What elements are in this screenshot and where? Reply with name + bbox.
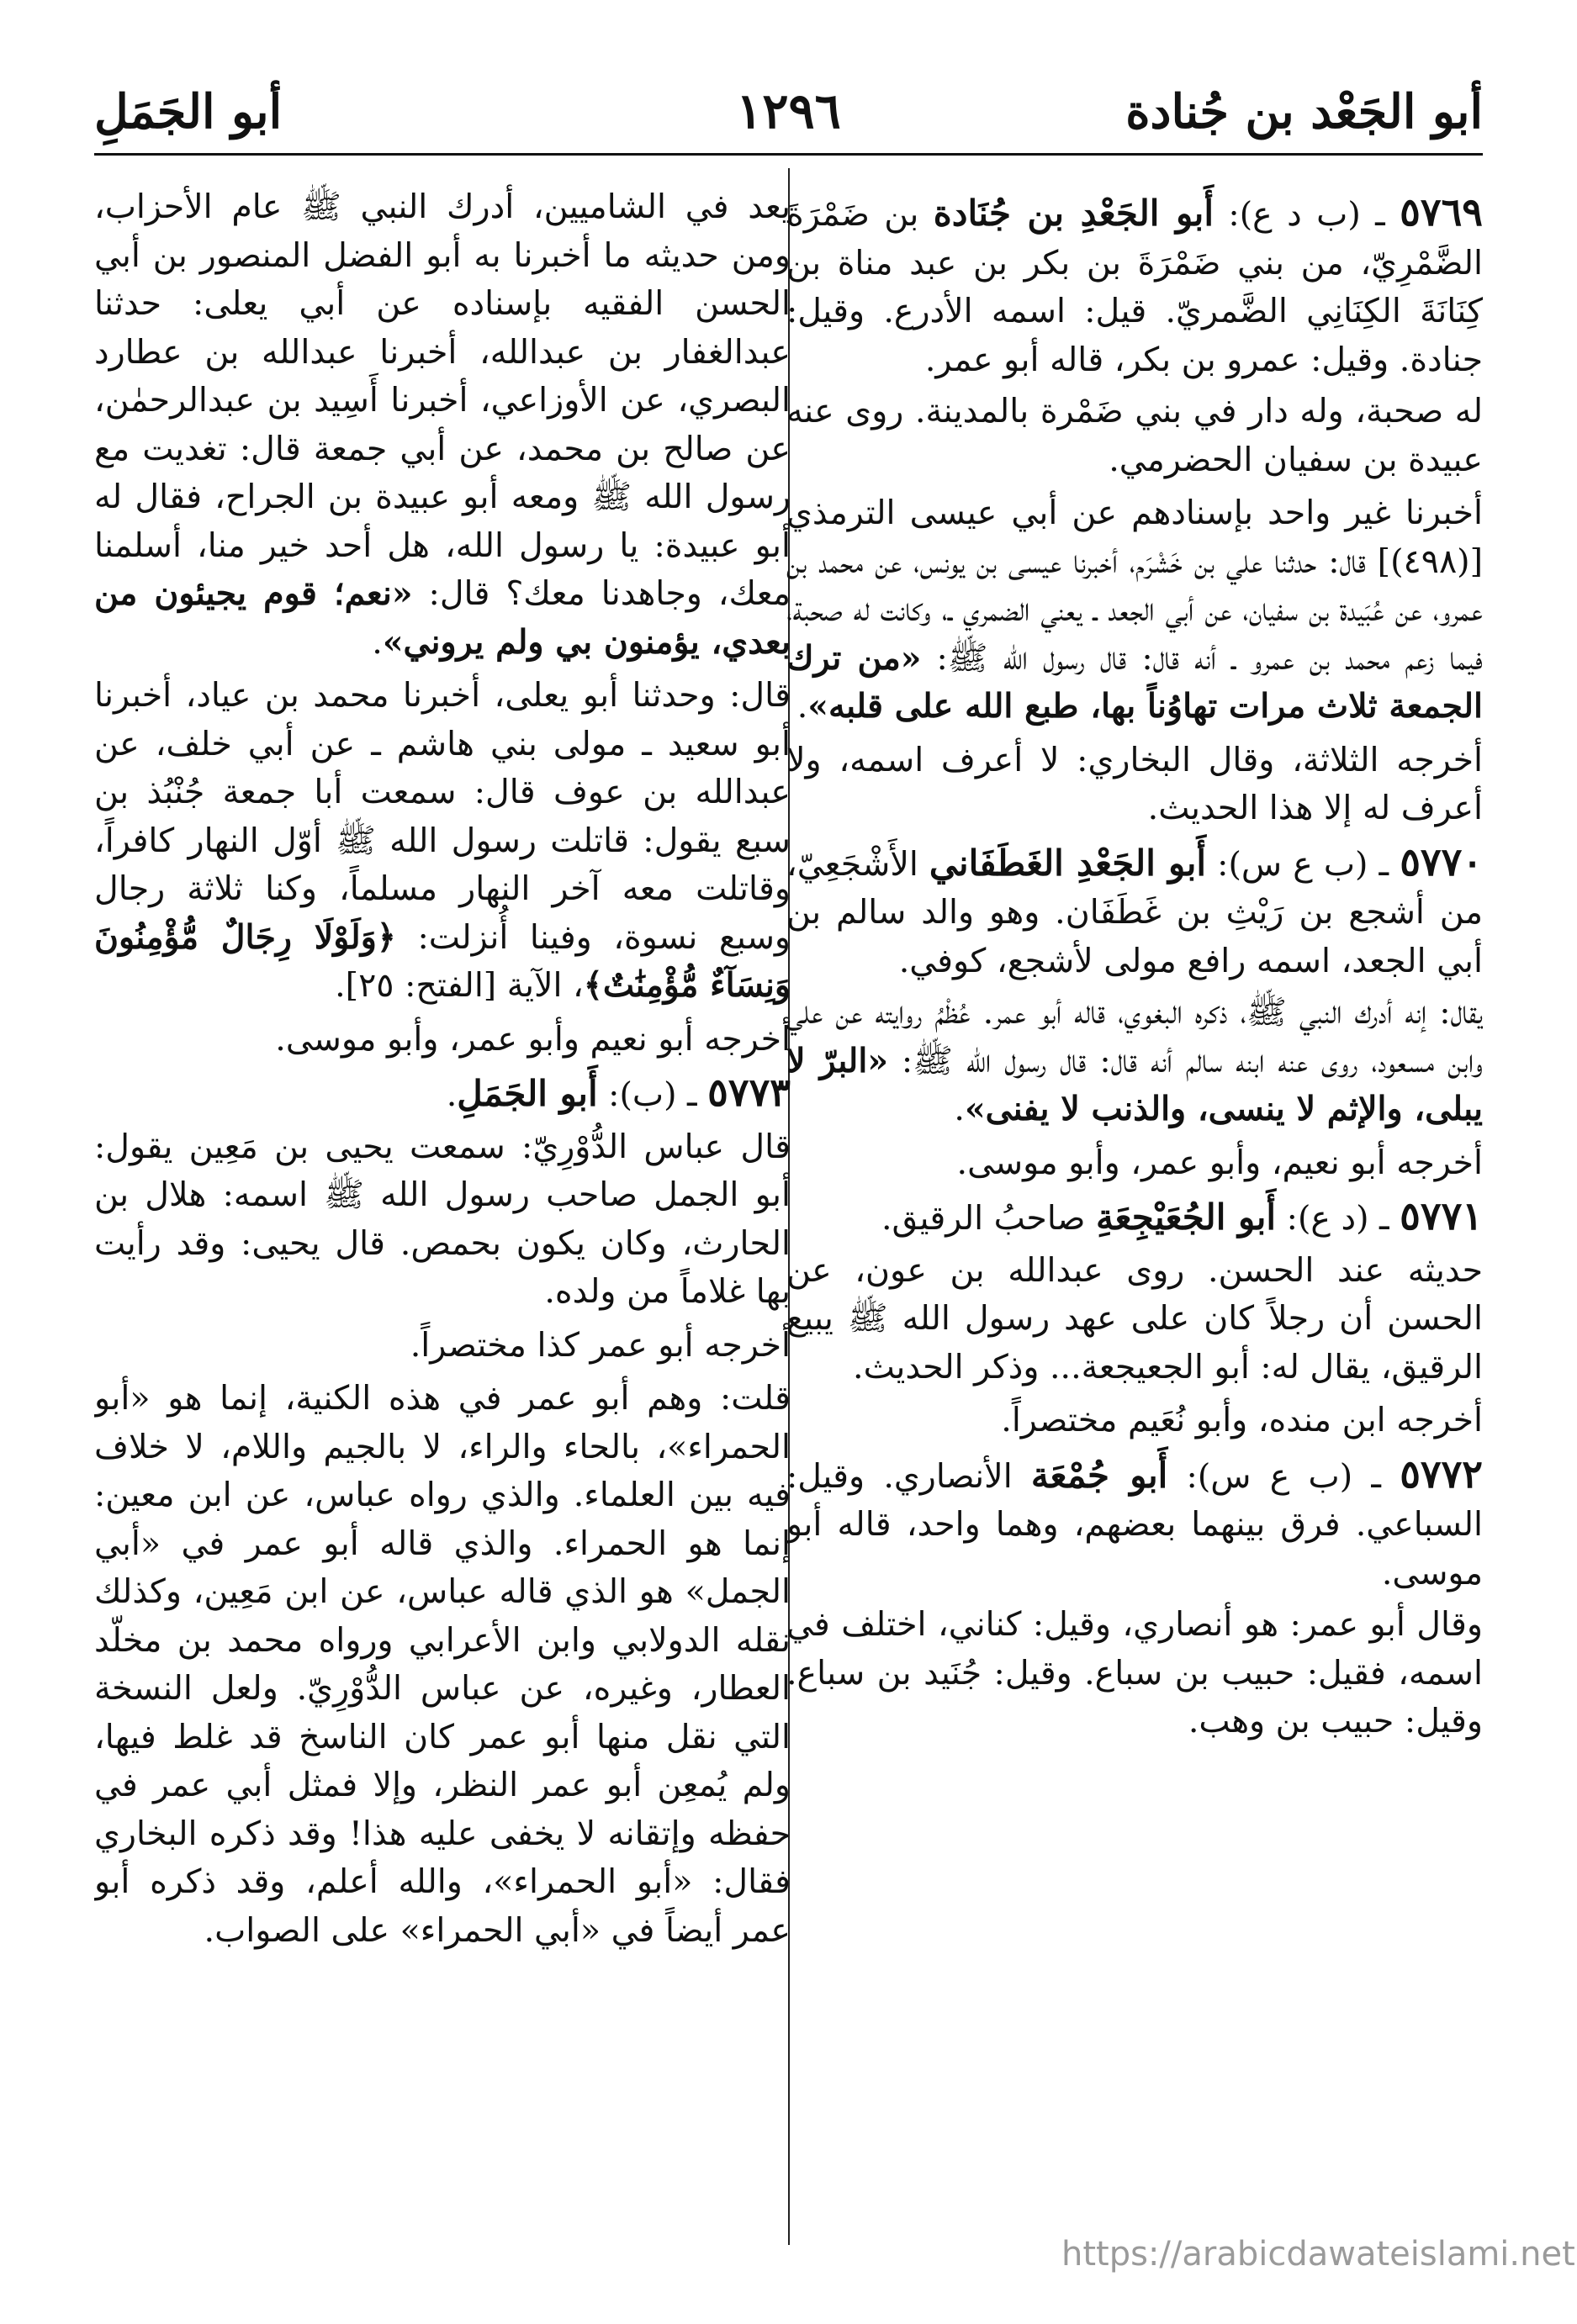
running-title-right: أبو الجَعْد بن جُنادة: [1125, 84, 1483, 140]
entry-source-codes: ـ (ب د ع):: [1214, 195, 1400, 234]
paragraph: [786, 989, 1483, 1134]
entry-text: صاحبُ الرقيق.: [881, 1199, 1096, 1238]
entry-source-codes: ـ (ب ع س):: [1167, 1456, 1400, 1496]
paragraph-text: يعد في الشاميين، أدرك النبي ﷺ عام الأحزاب، ومن حديثه ما أخبرنا به أبو الفضل المنصور بن أبي الحسن الفقيه بإسناده عن أبي يعلى: حدثنا عبدالغفار بن عبدالله، أخبرنا عبدالله بن عطارد البصري، عن الأوزاعي، أخبرنا أَسِيد بن عبدالرحمٰن، عن صالح بن محمد، عن أبي جمعة قال: تغديت مع رسول الله ﷺ ومعه أبو عبيدة بن الجراح، فقال له أبو عبيدة: يا رسول الله، هل أحد خير منا، أسلمنا معك، وجاهدنا معك؟ قال:: [94, 188, 791, 613]
entry-name: أَبو الجَعْدِ الغَطَفَاني: [929, 842, 1207, 884]
entry-number: ٥٧٦٩: [1400, 189, 1483, 235]
paragraph: [94, 1375, 791, 1955]
entry-number: ٥٧٧١: [1400, 1193, 1483, 1239]
paragraph-text: أخبرنا غير واحد بإسنادهم عن أبي عيسى الترمذي [(٤٩٨)] قال: حدثنا علي بن خَشْرَم، أخبرنا عيسى بن يونس، عن محمد بن عمرو، عن عُبَيدة بن سفيان، عن أبي الجعد ـ يعني الضمري ـ، وكانت له صحبة، فيما زعم محمد بن عمرو ـ أنه قال: قال رسول الله ﷺ:: [786, 494, 1483, 678]
paragraph: [786, 1139, 1483, 1188]
left-column: [94, 183, 791, 2235]
entry-heading: [786, 188, 1483, 384]
quoted-text: ﴿وَلَوْلَا رِجَالٌ مُّؤْمِنُونَ وَنِسَآءٌ مُّؤْمِنَٰتٌ﴾: [94, 917, 791, 1005]
entry-number: ٥٧٧٣: [707, 1070, 791, 1115]
entry-heading: [786, 1192, 1483, 1244]
paragraph: [786, 489, 1483, 732]
paragraph-text: حديثه عند الحسن. روى عبدالله بن عون، عن الحسن أن رجلاً كان على عهد رسول الله ﷺ يبيع الرقيق، يقال له: أبو الجعيجعة... وذكر الحديث.: [786, 1250, 1483, 1386]
paragraph: [94, 1123, 791, 1317]
entry-source-codes: ـ (ب):: [597, 1075, 708, 1114]
entry-heading: [786, 1450, 1483, 1598]
paragraph-text: يقال: إنه أدرك النبي ﷺ، ذكره البغوي، قاله أبو عمر. عُظْمُ روايته عن علي وابن مسعود، روى عنه ابنه سالم أنه قال: قال رسول الله ﷺ:: [786, 993, 1483, 1080]
paragraph-text: قلت: وهم أبو عمر في هذه الكنية، إنما هو «أبو الحمراء»، بالحاء والراء، لا بالجيم واللام، لا خلاف فيه بين العلماء. والذي رواه عباس، عن ابن معين: إنما هو الحمراء. والذي قاله أبو عمر في «أبي الجمل» هو الذي قاله عباس، عن ابن مَعِين، وكذلك نقله الدولابي وابن الأعرابي ورواه محمد بن مخلّد العطار، وغيره، عن عباس الدُّوْرِيّ. ولعل النسخة التي نقل منها أبو عمر كان الناسخ قد غلط فيها، ولم يُمعِن أبو عمر النظر، وإلا فمثل أبي عمر في حفظه وإتقانه لا يخفى عليه هذا! وقد ذكره البخاري فقال: «أبو الحمراء»، والله أعلم، وقد ذكره أبو عمر أيضاً في «أبي الحمراء» على الصواب.: [94, 1379, 791, 1950]
entry-name: أَبو جُمْعَة: [1030, 1454, 1168, 1496]
entry-text: الأنصاري. وقيل: السباعي. فرق بينهما بعضهم، وهما واحد، قاله أبو موسى.: [786, 1456, 1483, 1592]
running-title-left: أبو الجَمَلِ: [94, 84, 283, 140]
paragraph-tail: .: [372, 622, 383, 662]
entry-name: أَبو الجَعْدِ بن جُنَادة: [933, 193, 1214, 234]
paragraph-tail: .: [954, 1090, 965, 1128]
paragraph-text: وقال أبو عمر: هو أنصاري، وقيل: كناني، اختلف في اسمه، فقيل: حبيب بن سباع. وقيل: جُنَيد بن سباع. وقيل: حبيب بن وهب.: [786, 1605, 1483, 1740]
watermark-url: https://arabicdawateislami.net: [1061, 2235, 1575, 2274]
paragraph: [94, 672, 791, 1011]
paragraph: [94, 1322, 791, 1371]
entry-text: الأَشْجَعِيّ، من أشجع بن رَيْثِ بن غَطَفَان. وهو والد سالم بن أبي الجعد، اسمه رافع مولى لأشجع، كوفي.: [786, 844, 1483, 980]
paragraph-tail: ، الآية [الفتح: ٢٥].: [335, 966, 584, 1005]
entry-number: ٥٧٧٠: [1400, 838, 1483, 885]
paragraph-text: قال: وحدثنا أبو يعلى، أخبرنا محمد بن عياد، أخبرنا أبو سعيد ـ مولى بني هاشم ـ عن أبي خلف، عن عبدالله بن عوف قال: سمعت أبا جمعة جُنْبُذ بن سبع يقول: قاتلت رسول الله ﷺ أوّل النهار كافراً، وقاتلت معه آخر النهار مسلماً، وكنا ثلاثة رجال وسبع نسوة، وفينا أُنزلت:: [94, 676, 791, 957]
paragraph: [786, 1601, 1483, 1746]
quoted-text: «البرّ لا يبلى، والإثم لا ينسى، والذنب لا يفنى»: [786, 1041, 1483, 1128]
page-number: ١٢٩٦: [736, 82, 841, 140]
entry-source-codes: ـ (د ع):: [1276, 1199, 1400, 1238]
paragraph-tail: .: [796, 687, 808, 726]
paragraph: [94, 183, 791, 667]
entry-number: ٥٧٧٢: [1400, 1450, 1483, 1497]
paragraph: [786, 737, 1483, 833]
entry-source-codes: ـ (ب ع س):: [1206, 844, 1400, 884]
entry-name: أَبو الجَمَلِ: [457, 1073, 598, 1114]
entry-name: أَبو الجُعَيْجِعَةِ: [1095, 1196, 1277, 1238]
paragraph: [786, 1397, 1483, 1445]
paragraph: [786, 1247, 1483, 1392]
entry-text: .: [446, 1075, 458, 1114]
paragraph-text: أخرجه أبو عمر كذا مختصراً.: [410, 1325, 791, 1365]
right-column: [786, 183, 1483, 2235]
paragraph-text: أخرجه الثلاثة، وقال البخاري: لا أعرف اسمه، ولا أعرف له إلا هذا الحديث.: [786, 740, 1483, 827]
paragraph-text: أخرجه أبو نعيم، وأبو عمر، وأبو موسى.: [956, 1143, 1483, 1182]
quoted-text: «نعم؛ قوم يجيئون من بعدي، يؤمنون بي ولم يروني»: [94, 574, 791, 662]
paragraph-text: قال عباس الدُّوْرِيّ: سمعت يحيى بن مَعِين يقول: أبو الجمل صاحب رسول الله ﷺ اسمه: هلال بن الحارث، وكان يكون بحمص. قال يحيى: وقد رأيت بها غلاماً من ولده.: [94, 1127, 791, 1311]
quoted-text: «من ترك الجمعة ثلاث مرات تهاوُناً بها، طبع الله على قلبه»: [786, 638, 1483, 726]
entry-heading: [94, 1069, 791, 1120]
paragraph-text: له صحبة، وله دار في بني ضَمْرة بالمدينة. روى عنه عبيدة بن سفيان الحضرمي.: [786, 392, 1483, 479]
paragraph-text: أخرجه ابن منده، وأبو نُعَيم مختصراً.: [1001, 1401, 1483, 1439]
paragraph: [786, 388, 1483, 484]
page-header: [94, 77, 1483, 156]
entry-text: بن ضَمْرَةَ الضَّمْرِيّ، من بني ضَمْرَةَ بن بكر بن عبد مناة بن كِنَانَةَ الكِنَانِي الضَّمريّ. قيل: اسمه الأدرع. وقيل: جنادة. وقيل: عمرو بن بكر، قاله أبو عمر.: [786, 195, 1483, 379]
entry-heading: [786, 838, 1483, 986]
paragraph-text: أخرجه أبو نعيم وأبو عمر، وأبو موسى.: [275, 1019, 791, 1059]
paragraph: [94, 1016, 791, 1064]
